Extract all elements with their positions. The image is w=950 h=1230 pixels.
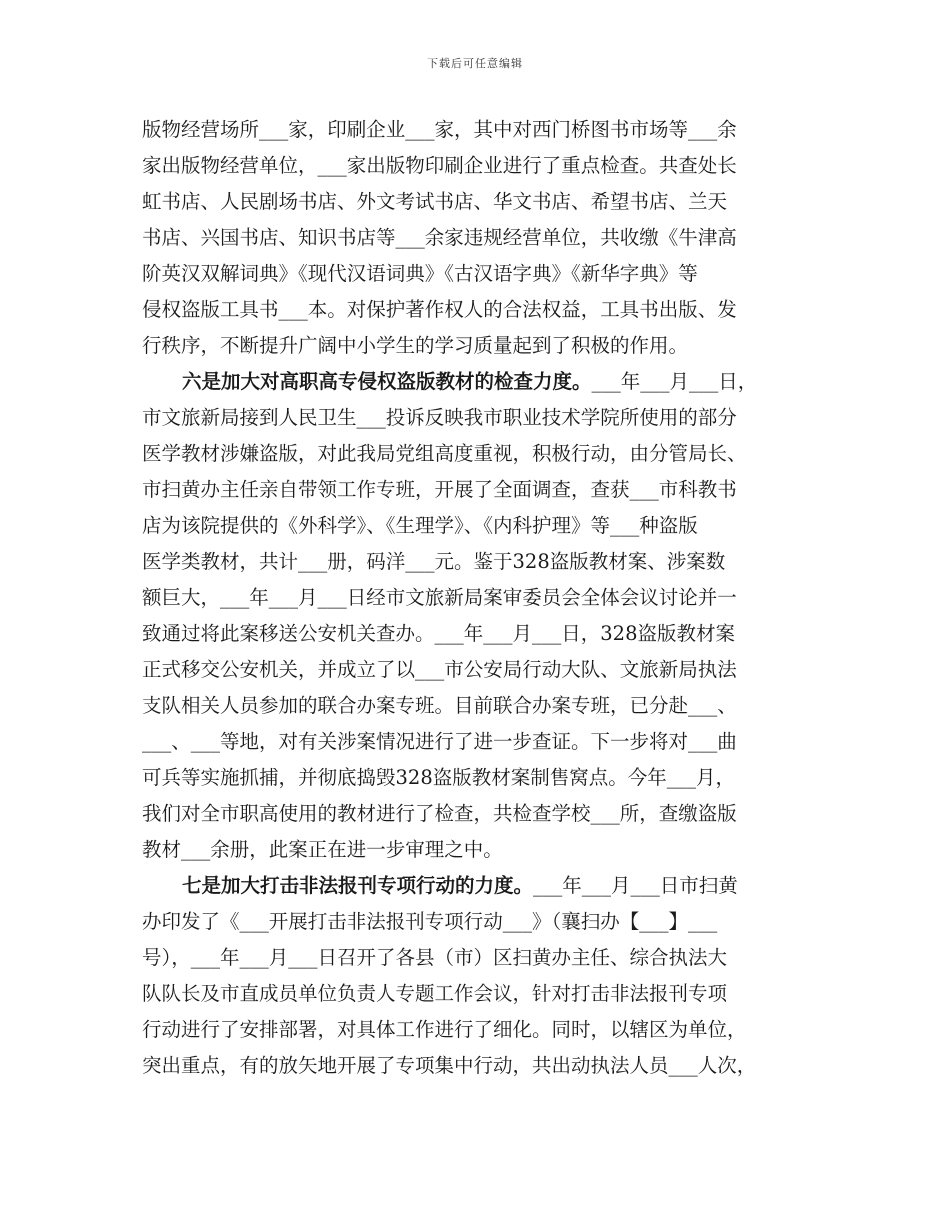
- text-run: 市文旅新局接到人民卫生___投诉反映我市职业技术学院所使用的部分: [142, 406, 737, 429]
- text-run: 版物经营场所___家，印刷企业___家，其中对西门桥图书市场等___余: [142, 118, 737, 141]
- text-run: 医学类教材，共计___册，码洋___元。鉴于328盗版教材案、涉案数: [142, 550, 726, 573]
- document-body: [142, 112, 822, 1084]
- text-line: [142, 148, 822, 184]
- paragraph-heading: 七是加大打击非法报刊专项行动的力度。: [182, 874, 534, 897]
- text-line: [142, 796, 822, 832]
- text-run: 教材___余册，此案正在进一步审理之中。: [142, 838, 503, 861]
- paragraph-heading: 六是加大对高职高专侵权盗版教材的检查力度。: [182, 370, 592, 393]
- text-run: 家出版物经营单位，___家出版物印刷企业进行了重点检查。共查处长: [142, 154, 737, 177]
- text-run: 突出重点，有的放矢地开展了专项集中行动，共出动执法人员___人次，: [142, 1054, 757, 1077]
- text-line: [142, 1012, 822, 1048]
- text-run: 可兵等实施抓捕，并彻底捣毁328盗版教材案制售窝点。今年___月，: [142, 766, 735, 789]
- text-run: 支队相关人员参加的联合办案专班。目前联合办案专班，已分赴___、: [142, 694, 737, 717]
- paragraph-first-line: [142, 364, 822, 400]
- text-run: ___年___月___日，: [591, 370, 758, 393]
- text-line: [142, 112, 822, 148]
- text-line: [142, 652, 822, 688]
- text-run: 市扫黄办主任亲自带领工作专班，开展了全面调查，查获___市科教书: [142, 478, 737, 501]
- text-run: 队队长及市直成员单位负责人专题工作会议，针对打击非法报刊专项: [142, 982, 728, 1005]
- text-run: 行秩序，不断提升广阔中小学生的学习质量起到了积极的作用。: [142, 334, 689, 357]
- text-line: [142, 616, 822, 652]
- text-line: [142, 472, 822, 508]
- paragraph-first-line: [142, 868, 822, 904]
- text-run: 阶英汉双解词典》《现代汉语词典》《古汉语字典》《新华字典》等: [142, 262, 698, 285]
- text-line: [142, 580, 822, 616]
- text-line: [142, 940, 822, 976]
- text-run: ___、___等地，对有关涉案情况进行了进一步查证。下一步将对___曲: [142, 730, 737, 753]
- text-run: 书店、兴国书店、知识书店等___余家违规经营单位，共收缴《牛津高: [142, 226, 737, 249]
- text-line: [142, 400, 822, 436]
- text-line: [142, 1048, 822, 1084]
- text-run: 行动进行了安排部署，对具体工作进行了细化。同时，以辖区为单位，: [142, 1018, 747, 1041]
- text-line: [142, 688, 822, 724]
- text-line: [142, 760, 822, 796]
- text-line: [142, 904, 822, 940]
- text-run: 我们对全市职高使用的教材进行了检查，共检查学校___所，查缴盗版: [142, 802, 737, 825]
- text-run: 致通过将此案移送公安机关查办。___年___月___日，328盗版教材案: [142, 622, 735, 645]
- text-run: ___年___月___日市扫黄: [533, 874, 738, 897]
- text-line: [142, 184, 822, 220]
- text-line: [142, 976, 822, 1012]
- text-run: 医学教材涉嫌盗版，对此我局党组高度重视，积极行动，由分管局长、: [142, 442, 747, 465]
- text-run: 店为该院提供的《外科学》、《生理学》、《内科护理》等___种盗版: [142, 514, 698, 537]
- text-line: [142, 724, 822, 760]
- text-run: 虹书店、人民剧场书店、外文考试书店、华文书店、希望书店、兰天: [142, 190, 728, 213]
- page-header: 下载后可任意编辑: [427, 57, 523, 70]
- text-line: [142, 436, 822, 472]
- text-line: [142, 220, 822, 256]
- text-run: 号），___年___月___日召开了各县（市）区扫黄办主任、综合执法大: [142, 946, 728, 969]
- text-line: [142, 256, 822, 292]
- text-run: 侵权盗版工具书___本。对保护著作权人的合法权益，工具书出版、发: [142, 298, 737, 321]
- text-run: 办印发了《___开展打击非法报刊专项行动___》（襄扫办【___】___: [142, 910, 718, 933]
- text-run: 正式移交公安机关，并成立了以___市公安局行动大队、文旅新局执法: [142, 658, 737, 681]
- text-line: [142, 832, 822, 868]
- text-line: [142, 292, 822, 328]
- text-line: [142, 508, 822, 544]
- text-line: [142, 328, 822, 364]
- text-run: 额巨大，___年___月___日经市文旅新局案审委员会全体会议讨论并一: [142, 586, 737, 609]
- text-line: [142, 544, 822, 580]
